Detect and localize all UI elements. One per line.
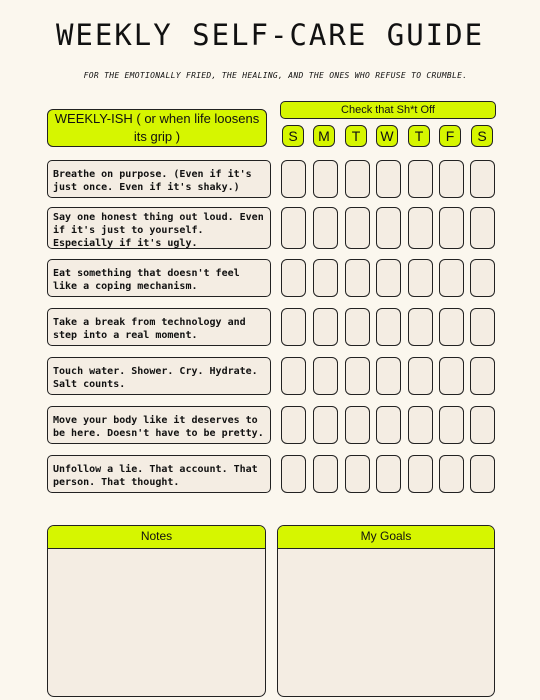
task-text: Say one honest thing out loud. Even if it's just to yourself. Especially if it's ugly. <box>53 211 264 249</box>
checkbox-day-2[interactable] <box>345 406 370 444</box>
task-item <box>47 160 271 198</box>
checkbox-day-2[interactable] <box>345 455 370 493</box>
task-text: Eat something that doesn't feel like a coping mechanism. <box>53 268 240 292</box>
checkbox-day-0[interactable] <box>281 259 306 297</box>
page-title: WEEKLY SELF-CARE GUIDE <box>55 18 485 52</box>
checkbox-day-4[interactable] <box>408 259 433 297</box>
checkbox-day-0[interactable] <box>281 406 306 444</box>
checkbox-day-0[interactable] <box>281 207 306 249</box>
day-header-sat: S <box>471 125 493 147</box>
checkbox-day-6[interactable] <box>470 308 495 346</box>
day-header-fri: F <box>439 125 461 147</box>
checkbox-day-4[interactable] <box>408 308 433 346</box>
task-item <box>47 259 271 297</box>
checkbox-day-3[interactable] <box>376 160 401 198</box>
notes-area[interactable] <box>48 549 265 697</box>
checkbox-day-5[interactable] <box>439 455 464 493</box>
task-item <box>47 308 271 346</box>
checkbox-day-5[interactable] <box>439 160 464 198</box>
checkbox-day-0[interactable] <box>281 308 306 346</box>
goals-area[interactable] <box>278 549 494 697</box>
checkbox-day-0[interactable] <box>281 160 306 198</box>
task-text: Touch water. Shower. Cry. Hydrate. Salt counts. <box>53 366 258 390</box>
checkbox-day-0[interactable] <box>281 357 306 395</box>
checkbox-day-1[interactable] <box>313 357 338 395</box>
checkbox-day-5[interactable] <box>439 308 464 346</box>
notes-header: Notes <box>48 526 265 549</box>
checkbox-day-6[interactable] <box>470 160 495 198</box>
checkbox-day-1[interactable] <box>313 160 338 198</box>
task-item <box>47 207 271 249</box>
goals-header: My Goals <box>278 526 494 549</box>
day-header-tue: T <box>345 125 367 147</box>
tracker-left-header <box>47 109 267 147</box>
task-text: Take a break from technology and step into a real moment. <box>53 317 246 341</box>
checkbox-day-3[interactable] <box>376 259 401 297</box>
checkbox-day-5[interactable] <box>439 207 464 249</box>
checkbox-day-5[interactable] <box>439 259 464 297</box>
checkbox-day-1[interactable] <box>313 455 338 493</box>
task-item <box>47 406 271 444</box>
day-header-wed: W <box>376 125 398 147</box>
checkbox-day-6[interactable] <box>470 259 495 297</box>
checkbox-day-1[interactable] <box>313 406 338 444</box>
checkbox-day-3[interactable] <box>376 406 401 444</box>
checkbox-day-4[interactable] <box>408 207 433 249</box>
task-text: Unfollow a lie. That account. That person. That thought. <box>53 464 258 488</box>
checkbox-day-1[interactable] <box>313 308 338 346</box>
checkbox-day-6[interactable] <box>470 357 495 395</box>
task-text: Breathe on purpose. (Even if it's just once. Even if it's shaky.) <box>53 169 252 193</box>
checkbox-day-2[interactable] <box>345 308 370 346</box>
checkbox-day-6[interactable] <box>470 406 495 444</box>
checkbox-day-1[interactable] <box>313 207 338 249</box>
tracker-left-header-label: WEEKLY-ISH ( or when life loosens its grip ) <box>54 111 260 144</box>
checkbox-day-3[interactable] <box>376 308 401 346</box>
checkbox-day-0[interactable] <box>281 455 306 493</box>
checkbox-day-6[interactable] <box>470 207 495 249</box>
checkbox-day-2[interactable] <box>345 160 370 198</box>
tracker-right-header: Check that Sh*t Off <box>280 101 496 119</box>
checkbox-day-6[interactable] <box>470 455 495 493</box>
task-item <box>47 357 271 395</box>
task-item <box>47 455 271 493</box>
day-header-sun: S <box>282 125 304 147</box>
checkbox-day-4[interactable] <box>408 160 433 198</box>
checkbox-day-2[interactable] <box>345 207 370 249</box>
task-text: Move your body like it deserves to be here. Doesn't have to be pretty. <box>53 415 264 439</box>
checkbox-day-5[interactable] <box>439 357 464 395</box>
checkbox-day-4[interactable] <box>408 455 433 493</box>
checkbox-day-4[interactable] <box>408 406 433 444</box>
checkbox-day-2[interactable] <box>345 357 370 395</box>
checkbox-day-4[interactable] <box>408 357 433 395</box>
goals-panel <box>277 525 495 697</box>
checkbox-day-3[interactable] <box>376 207 401 249</box>
checkbox-day-2[interactable] <box>345 259 370 297</box>
checkbox-day-1[interactable] <box>313 259 338 297</box>
notes-panel <box>47 525 266 697</box>
day-header-mon: M <box>313 125 335 147</box>
checkbox-day-3[interactable] <box>376 357 401 395</box>
checkbox-day-3[interactable] <box>376 455 401 493</box>
day-header-thu: T <box>408 125 430 147</box>
page-subtitle: FOR THE EMOTIONALLY FRIED, THE HEALING, AND THE ONES WHO REFUSE TO CRUMBLE. <box>83 71 468 80</box>
checkbox-day-5[interactable] <box>439 406 464 444</box>
